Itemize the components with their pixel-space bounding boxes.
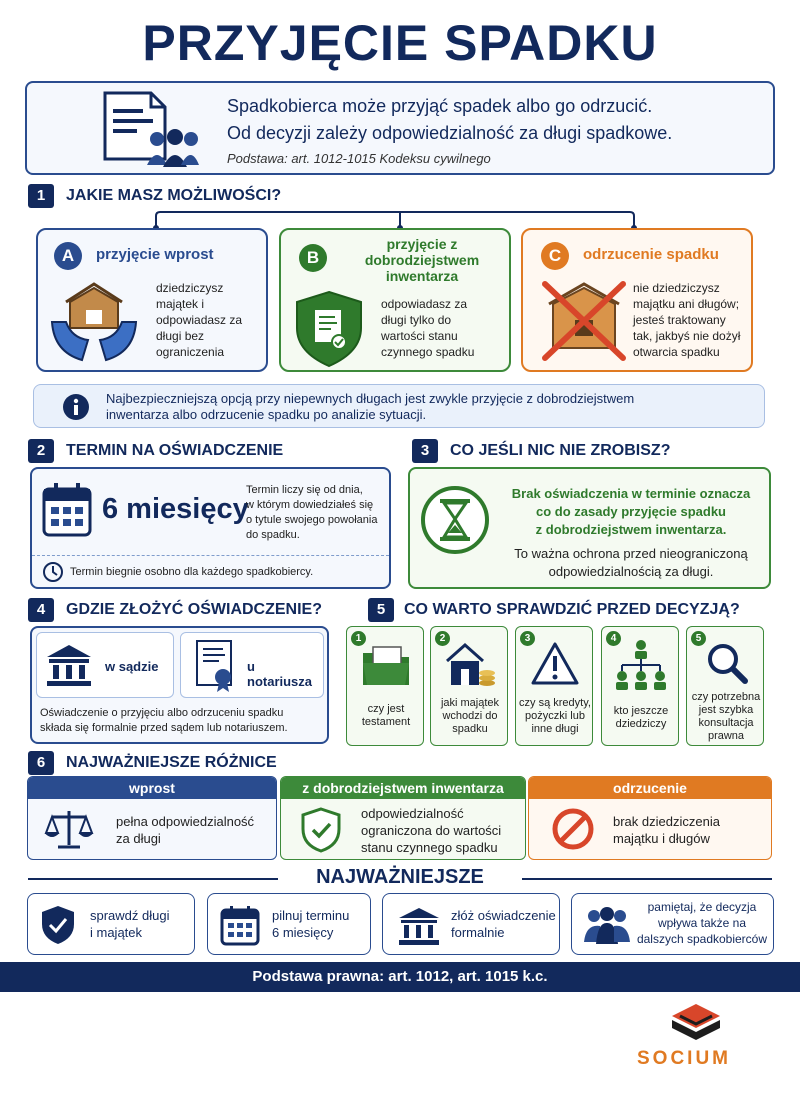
option-a-description: dziedziczysz majątek i odpowiadasz za długi bez ograniczenia	[156, 281, 243, 359]
rejected-house-icon	[541, 280, 627, 362]
courthouse-icon	[45, 643, 93, 687]
where-box	[30, 626, 329, 744]
option-b-title: przyjęcie z dobrodziejstwem inwentarza	[364, 236, 480, 284]
key-point-text: sprawdź długi i majątek	[90, 908, 170, 940]
section-5-number: 5	[368, 598, 394, 622]
check-text: czy jest testament	[361, 703, 411, 728]
option-c-letter: C	[541, 242, 569, 270]
section-3-number: 3	[412, 439, 438, 463]
check-text: jaki majątek wchodzi do spadku	[440, 697, 500, 735]
calendar-icon	[220, 904, 260, 946]
intro-box	[25, 81, 775, 175]
certificate-icon	[195, 639, 237, 693]
key-points-title: NAJWAŻNIEJSZE	[316, 866, 484, 888]
page-title: PRZYJĘCIE SPADKU	[142, 15, 658, 71]
info-icon	[62, 393, 90, 421]
footer-legal-basis: Podstawa prawna: art. 1012, art. 1015 k.c.	[0, 962, 800, 992]
difference-direct	[27, 776, 277, 860]
no-action-box	[408, 467, 771, 589]
document-people-icon	[99, 89, 199, 171]
key-point-debts	[27, 893, 195, 955]
shield-check-icon	[301, 807, 341, 853]
house-coins-icon	[443, 641, 497, 689]
option-c-description: nie dziedziczysz majątku ani długów; jesteś traktowany tak, jakbyś nie dożył otwarcia spadku	[633, 281, 741, 359]
check-item-heirs: 4 kto jeszcze dziedziczy	[601, 626, 679, 746]
hourglass-icon	[420, 485, 490, 555]
where-description: Oświadczenie o przyjęciu albo odrzuceniu spadku składa się formalnie przed sądem lub notariuszem.	[40, 707, 288, 734]
hands-house-icon	[48, 282, 140, 364]
section-1-title: JAKIE MASZ MOŻLIWOŚCI?	[66, 187, 282, 204]
deadline-box	[30, 467, 391, 589]
check-item-consultation: 5 czy potrzebna jest szybka konsultacja prawna	[686, 626, 764, 746]
section-2-number: 2	[28, 439, 54, 463]
key-point-text: złóż oświadczenie formalnie	[451, 908, 556, 940]
intro-line-2: Od decyzji zależy odpowiedzialność za długi spadkowe.	[227, 123, 673, 143]
logo-text: SOCIUM	[637, 1048, 731, 1069]
option-a-title: przyjęcie wprost	[96, 246, 214, 263]
difference-head: odrzucenie	[529, 777, 771, 799]
group-icon	[582, 906, 632, 946]
scales-icon	[44, 807, 94, 851]
key-point-text: pamiętaj, że decyzja wpływa także na dalszych spadkobierców	[636, 900, 768, 946]
divider	[32, 555, 389, 556]
key-point-declaration	[382, 893, 560, 955]
shield-document-icon	[293, 290, 365, 368]
check-item-testament: 1 czy jest testament	[346, 626, 424, 746]
prohibited-icon	[551, 807, 595, 851]
difference-inventory	[280, 776, 526, 860]
check-item-debts: 3 czy są kredyty, pożyczki lub inne długi	[515, 626, 593, 746]
key-point-deadline	[207, 893, 371, 955]
check-text: kto jeszcze dziedziczy	[613, 705, 669, 730]
court-label: w sądzie	[105, 659, 159, 674]
difference-text: brak dziedziczenia majątku i długów	[613, 814, 720, 846]
check-text: czy potrzebna jest szybka konsultacja prawna	[691, 691, 761, 742]
option-a-letter: A	[54, 242, 82, 270]
courthouse-icon	[397, 906, 441, 946]
info-text: Najbezpieczniejszą opcją przy niepewnych długach jest zwykle przyjęcie z dobrodziejstwem inwentarza albo odrzucenie spadku po analizie sytuacji.	[106, 391, 635, 422]
section-1-number: 1	[28, 184, 54, 208]
section-2-title: TERMIN NA OŚWIADCZENIE	[66, 442, 284, 459]
court-card	[36, 632, 174, 698]
info-bar	[33, 384, 765, 428]
warning-icon	[530, 641, 580, 687]
shield-check-icon	[40, 904, 76, 946]
deadline-description: Termin liczy się od dnia, w którym dowiedziałeś się o tytule swojego powołania do spadku.	[246, 484, 378, 541]
difference-rejection	[528, 776, 772, 860]
option-c-title: odrzucenie spadku	[583, 246, 719, 263]
section-6-number: 6	[28, 751, 54, 775]
difference-text: pełna odpowiedzialność za długi	[116, 814, 255, 846]
no-action-text: To ważna ochrona przed nieograniczoną odpowiedzialnością za długi.	[514, 546, 748, 579]
section-5-title: CO WARTO SPRAWDZIĆ PRZED DECYZJĄ?	[404, 601, 740, 618]
intro-basis: Podstawa: art. 1012-1015 Kodeksu cywilnego	[227, 151, 491, 166]
deadline-note: Termin biegnie osobno dla każdego spadkobiercy.	[70, 566, 314, 578]
section-6-title: NAJWAŻNIEJSZE RÓŻNICE	[66, 754, 277, 771]
section-3-title: CO JEŚLI NIC NIE ZROBISZ?	[450, 442, 671, 459]
difference-text: odpowiedzialność ograniczona do wartości stanu czynnego spadku	[361, 806, 502, 855]
no-action-bold-text: Brak oświadczenia w terminie oznacza co do zasady przyjęcie spadku z dobrodziejstwem inwentarza.	[511, 486, 751, 537]
notary-label: u notariusza	[247, 659, 313, 689]
difference-head: wprost	[28, 777, 276, 799]
folder-icon	[361, 643, 411, 687]
difference-head: z dobrodziejstwem inwentarza	[281, 777, 525, 799]
check-item-assets: 2 jaki majątek wchodzi do spadku	[430, 626, 508, 746]
family-tree-icon	[614, 639, 668, 691]
notary-card	[180, 632, 324, 698]
magnifier-icon	[705, 641, 749, 685]
calendar-icon	[42, 481, 92, 537]
option-a-card	[36, 228, 268, 372]
key-point-text: pilnuj terminu 6 miesięcy	[272, 908, 350, 940]
option-c-card	[521, 228, 753, 372]
check-text: czy są kredyty, pożyczki lub inne długi	[519, 697, 591, 735]
clock-icon	[42, 561, 64, 583]
key-point-heirs	[571, 893, 774, 955]
option-b-card	[279, 228, 511, 372]
deadline-value: 6 miesięcy	[102, 493, 249, 525]
section-4-number: 4	[28, 598, 54, 622]
intro-line-1: Spadkobierca może przyjąć spadek albo go odrzucić.	[227, 96, 653, 116]
section-4-title: GDZIE ZŁOŻYĆ OŚWIADCZENIE?	[66, 601, 322, 618]
option-b-letter: B	[299, 244, 327, 272]
option-b-description: odpowiadasz za długi tylko do wartości stanu czynnego spadku	[381, 297, 475, 359]
socium-logo-icon	[668, 1002, 724, 1046]
